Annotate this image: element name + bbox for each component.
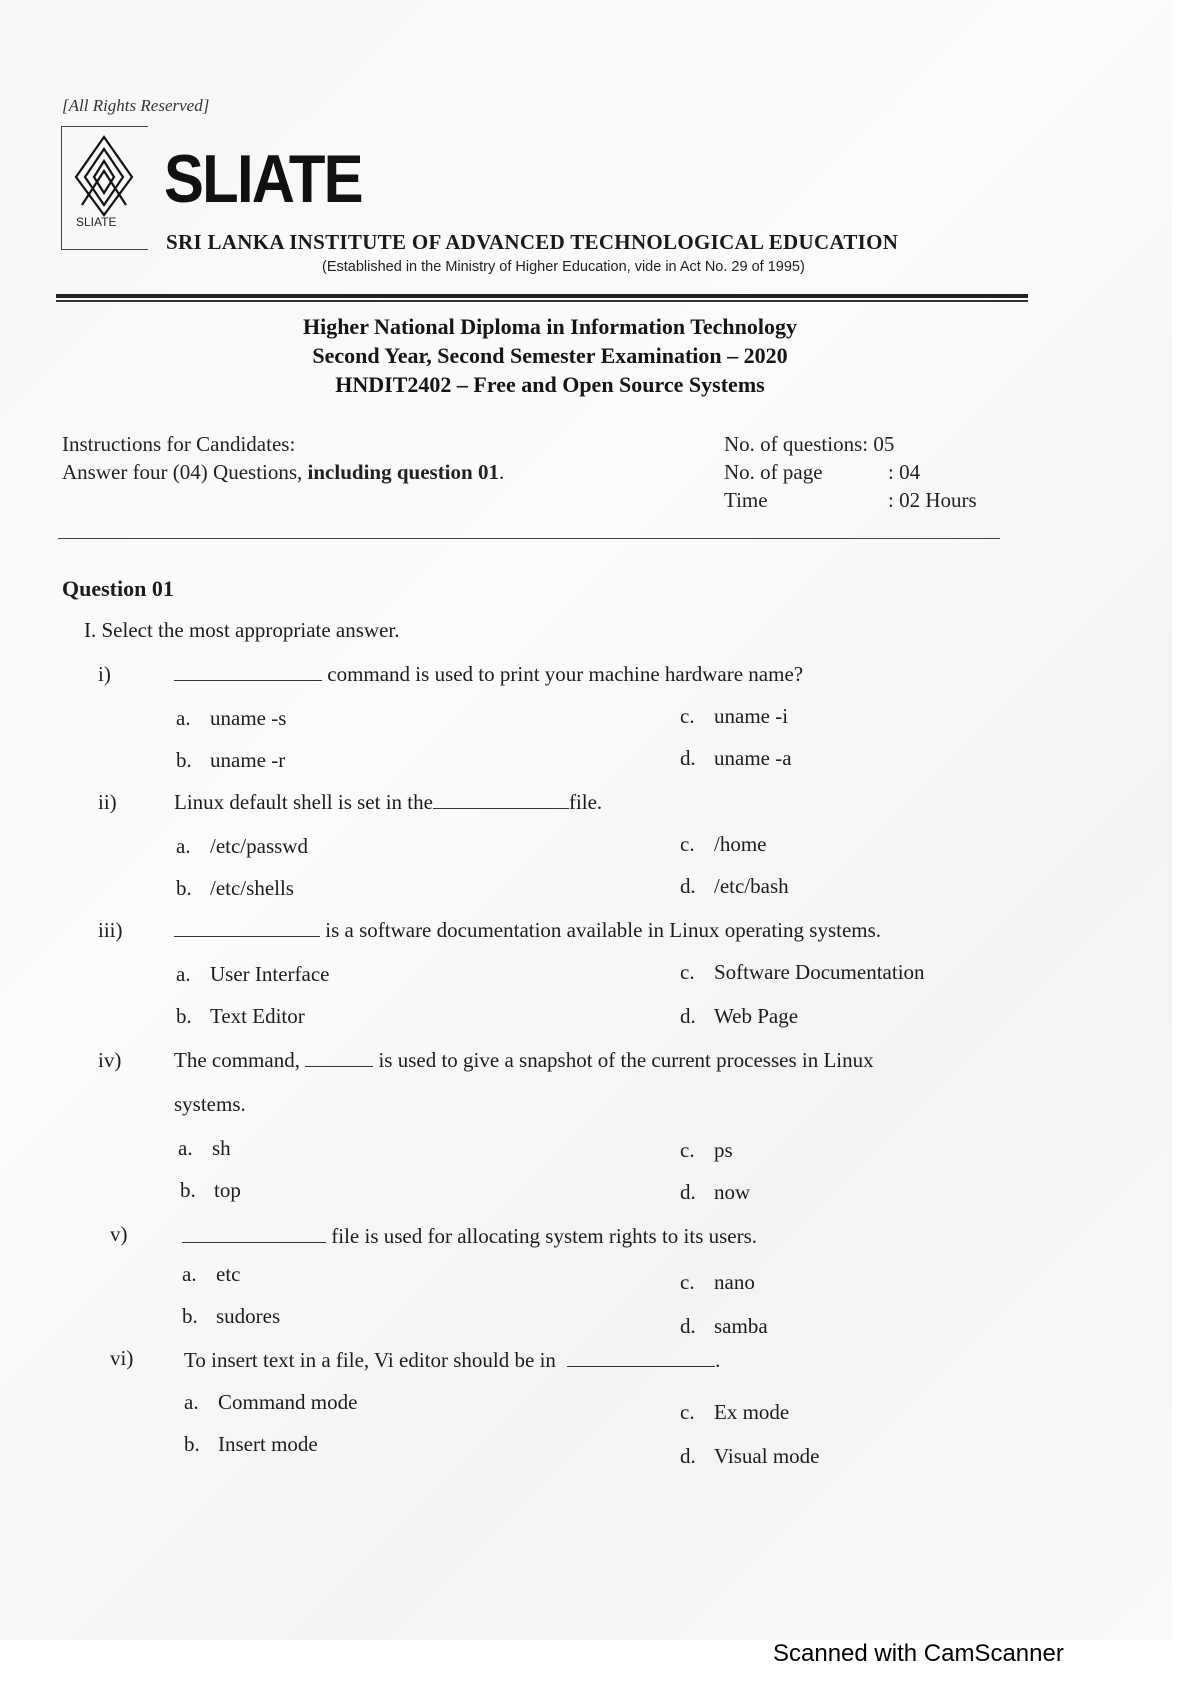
answer-blank [174,662,322,681]
option-a [176,962,330,987]
option-text: uname -i [714,704,789,728]
scanner-watermark: Scanned with CamScanner [773,1640,1064,1667]
question-part-instruction: I. Select the most appropriate answer. [84,618,400,642]
option-a [176,834,308,859]
option-text: etc [216,1262,241,1286]
option-text: Ex mode [714,1400,790,1424]
header-divider-thin [56,300,1028,302]
option-text: sudores [216,1304,281,1328]
option-text: top [214,1178,241,1202]
option-a [176,706,286,731]
question-text [174,918,881,943]
option-letter: c. [680,1270,695,1294]
option-b [184,1432,318,1457]
meta-time-value: : 02 Hours [888,488,977,512]
option-c [680,1138,733,1163]
option-d [680,1180,750,1205]
option-letter: c. [680,832,695,856]
option-text: User Interface [210,962,330,986]
meta-questions-label: No. of questions [724,432,863,456]
option-letter: d. [680,1004,696,1028]
meta-questions [724,432,894,457]
option-text: /home [714,832,767,856]
question-text-pre: The command, [174,1048,300,1072]
option-b [176,1004,305,1029]
option-text: /etc/bash [714,874,789,898]
option-text: samba [714,1314,768,1338]
option-b [180,1178,241,1203]
option-c [680,1400,789,1425]
option-text: uname -a [714,746,792,770]
option-d [680,1004,798,1029]
exam-course: HNDIT2402 – Free and Open Source Systems [335,372,765,397]
question-number: i) [98,662,111,686]
institute-established: (Established in the Ministry of Higher Education, vide in Act No. 29 of 1995) [322,259,805,275]
meta-pages-label: No. of page [724,460,823,484]
option-letter: b. [176,876,192,900]
question-text-continuation: systems. [174,1092,246,1116]
option-letter: d. [680,1444,696,1468]
option-text: sh [212,1136,231,1160]
rights-notice: [All Rights Reserved] [62,96,210,115]
option-text: uname -s [210,706,287,730]
header-divider [56,294,1028,298]
answer-blank [174,918,320,937]
question-text [174,790,602,815]
option-letter: d. [680,746,696,770]
option-c [680,1270,755,1295]
option-d [680,1444,819,1469]
option-b [182,1304,280,1329]
option-c [680,960,925,985]
question-text-post: file. [568,790,603,814]
option-letter: c. [680,704,695,728]
brand-title: SLIATE [164,141,362,217]
option-letter: c. [680,1400,695,1424]
option-a [184,1390,357,1415]
option-a [178,1136,231,1161]
option-b [176,876,294,901]
question-title: Question 01 [62,576,174,601]
logo-caption: SLIATE [76,215,117,229]
answer-blank [182,1224,326,1243]
answer-blank [305,1048,373,1067]
instructions-text-start: Answer four (04) Questions, [62,460,308,484]
option-letter: d. [680,1180,696,1204]
option-text: Visual mode [714,1444,820,1468]
question-text-post: is used to give a snapshot of the current processes in Linux [378,1048,874,1072]
option-text: Web Page [714,1004,799,1028]
exam-programme: Higher National Diploma in Information Technology [302,314,798,339]
instructions-text [62,460,504,485]
question-text-pre: Linux default shell is set in the [174,790,433,814]
option-letter: b. [182,1304,198,1328]
answer-blank [567,1348,715,1367]
institute-name: SRI LANKA INSTITUTE OF ADVANCED TECHNOLOGICAL EDUCATION [166,230,899,254]
option-d [680,874,789,899]
question-number: vi) [110,1346,134,1370]
sliate-logo [61,126,148,250]
question-text-post: . [715,1348,721,1372]
instructions-text-end: . [498,460,505,484]
option-text: now [714,1180,751,1204]
option-text: ps [714,1138,733,1162]
exam-semester: Second Year, Second Semester Examination – 2020 [312,343,788,368]
question-number: v) [110,1222,128,1246]
option-letter: a. [182,1262,197,1286]
question-text-post: command is used to print your machine hardware name? [327,662,804,686]
question-text-pre: To insert text in a file, Vi editor should be in [184,1348,556,1372]
meta-time-label: Time [724,488,768,512]
instructions-text-bold: including question 01 [307,460,499,484]
option-letter: a. [184,1390,199,1414]
meta-pages-value: : 04 [888,460,921,484]
option-letter: d. [680,1314,696,1338]
instructions-heading: Instructions for Candidates: [62,432,296,456]
option-letter: b. [176,748,192,772]
option-c [680,704,788,729]
question-text [174,1048,874,1073]
option-text: Insert mode [218,1432,318,1456]
question-text [184,1348,720,1373]
option-text: Text Editor [210,1004,305,1028]
option-d [680,1314,768,1339]
option-letter: b. [180,1178,196,1202]
option-text: Software Documentation [714,960,925,984]
section-divider [58,538,1000,539]
meta-questions-value: : 05 [862,432,895,456]
option-letter: c. [680,960,695,984]
option-text: uname -r [210,748,286,772]
question-text-post: is a software documentation available in Linux operating systems. [325,918,882,942]
option-letter: a. [176,706,191,730]
option-text: /etc/passwd [210,834,308,858]
meta-time [724,488,977,513]
meta-pages [724,460,920,485]
option-b [176,748,285,773]
option-letter: c. [680,1138,695,1162]
option-c [680,832,767,857]
option-letter: b. [184,1432,200,1456]
option-letter: a. [176,962,191,986]
option-text: Command mode [218,1390,358,1414]
question-text [174,662,803,687]
question-text-post: file is used for allocating system rights to its users. [331,1224,758,1248]
answer-blank [433,790,569,809]
option-a [182,1262,240,1287]
diamond-emblem-icon [72,135,136,217]
option-letter: b. [176,1004,192,1028]
option-letter: a. [176,834,191,858]
question-number: iv) [98,1048,122,1072]
question-number: iii) [98,918,123,942]
option-d [680,746,792,771]
option-text: /etc/shells [210,876,294,900]
option-letter: a. [178,1136,193,1160]
question-text [182,1224,757,1249]
question-number: ii) [98,790,117,814]
option-text: nano [714,1270,755,1294]
option-letter: d. [680,874,696,898]
